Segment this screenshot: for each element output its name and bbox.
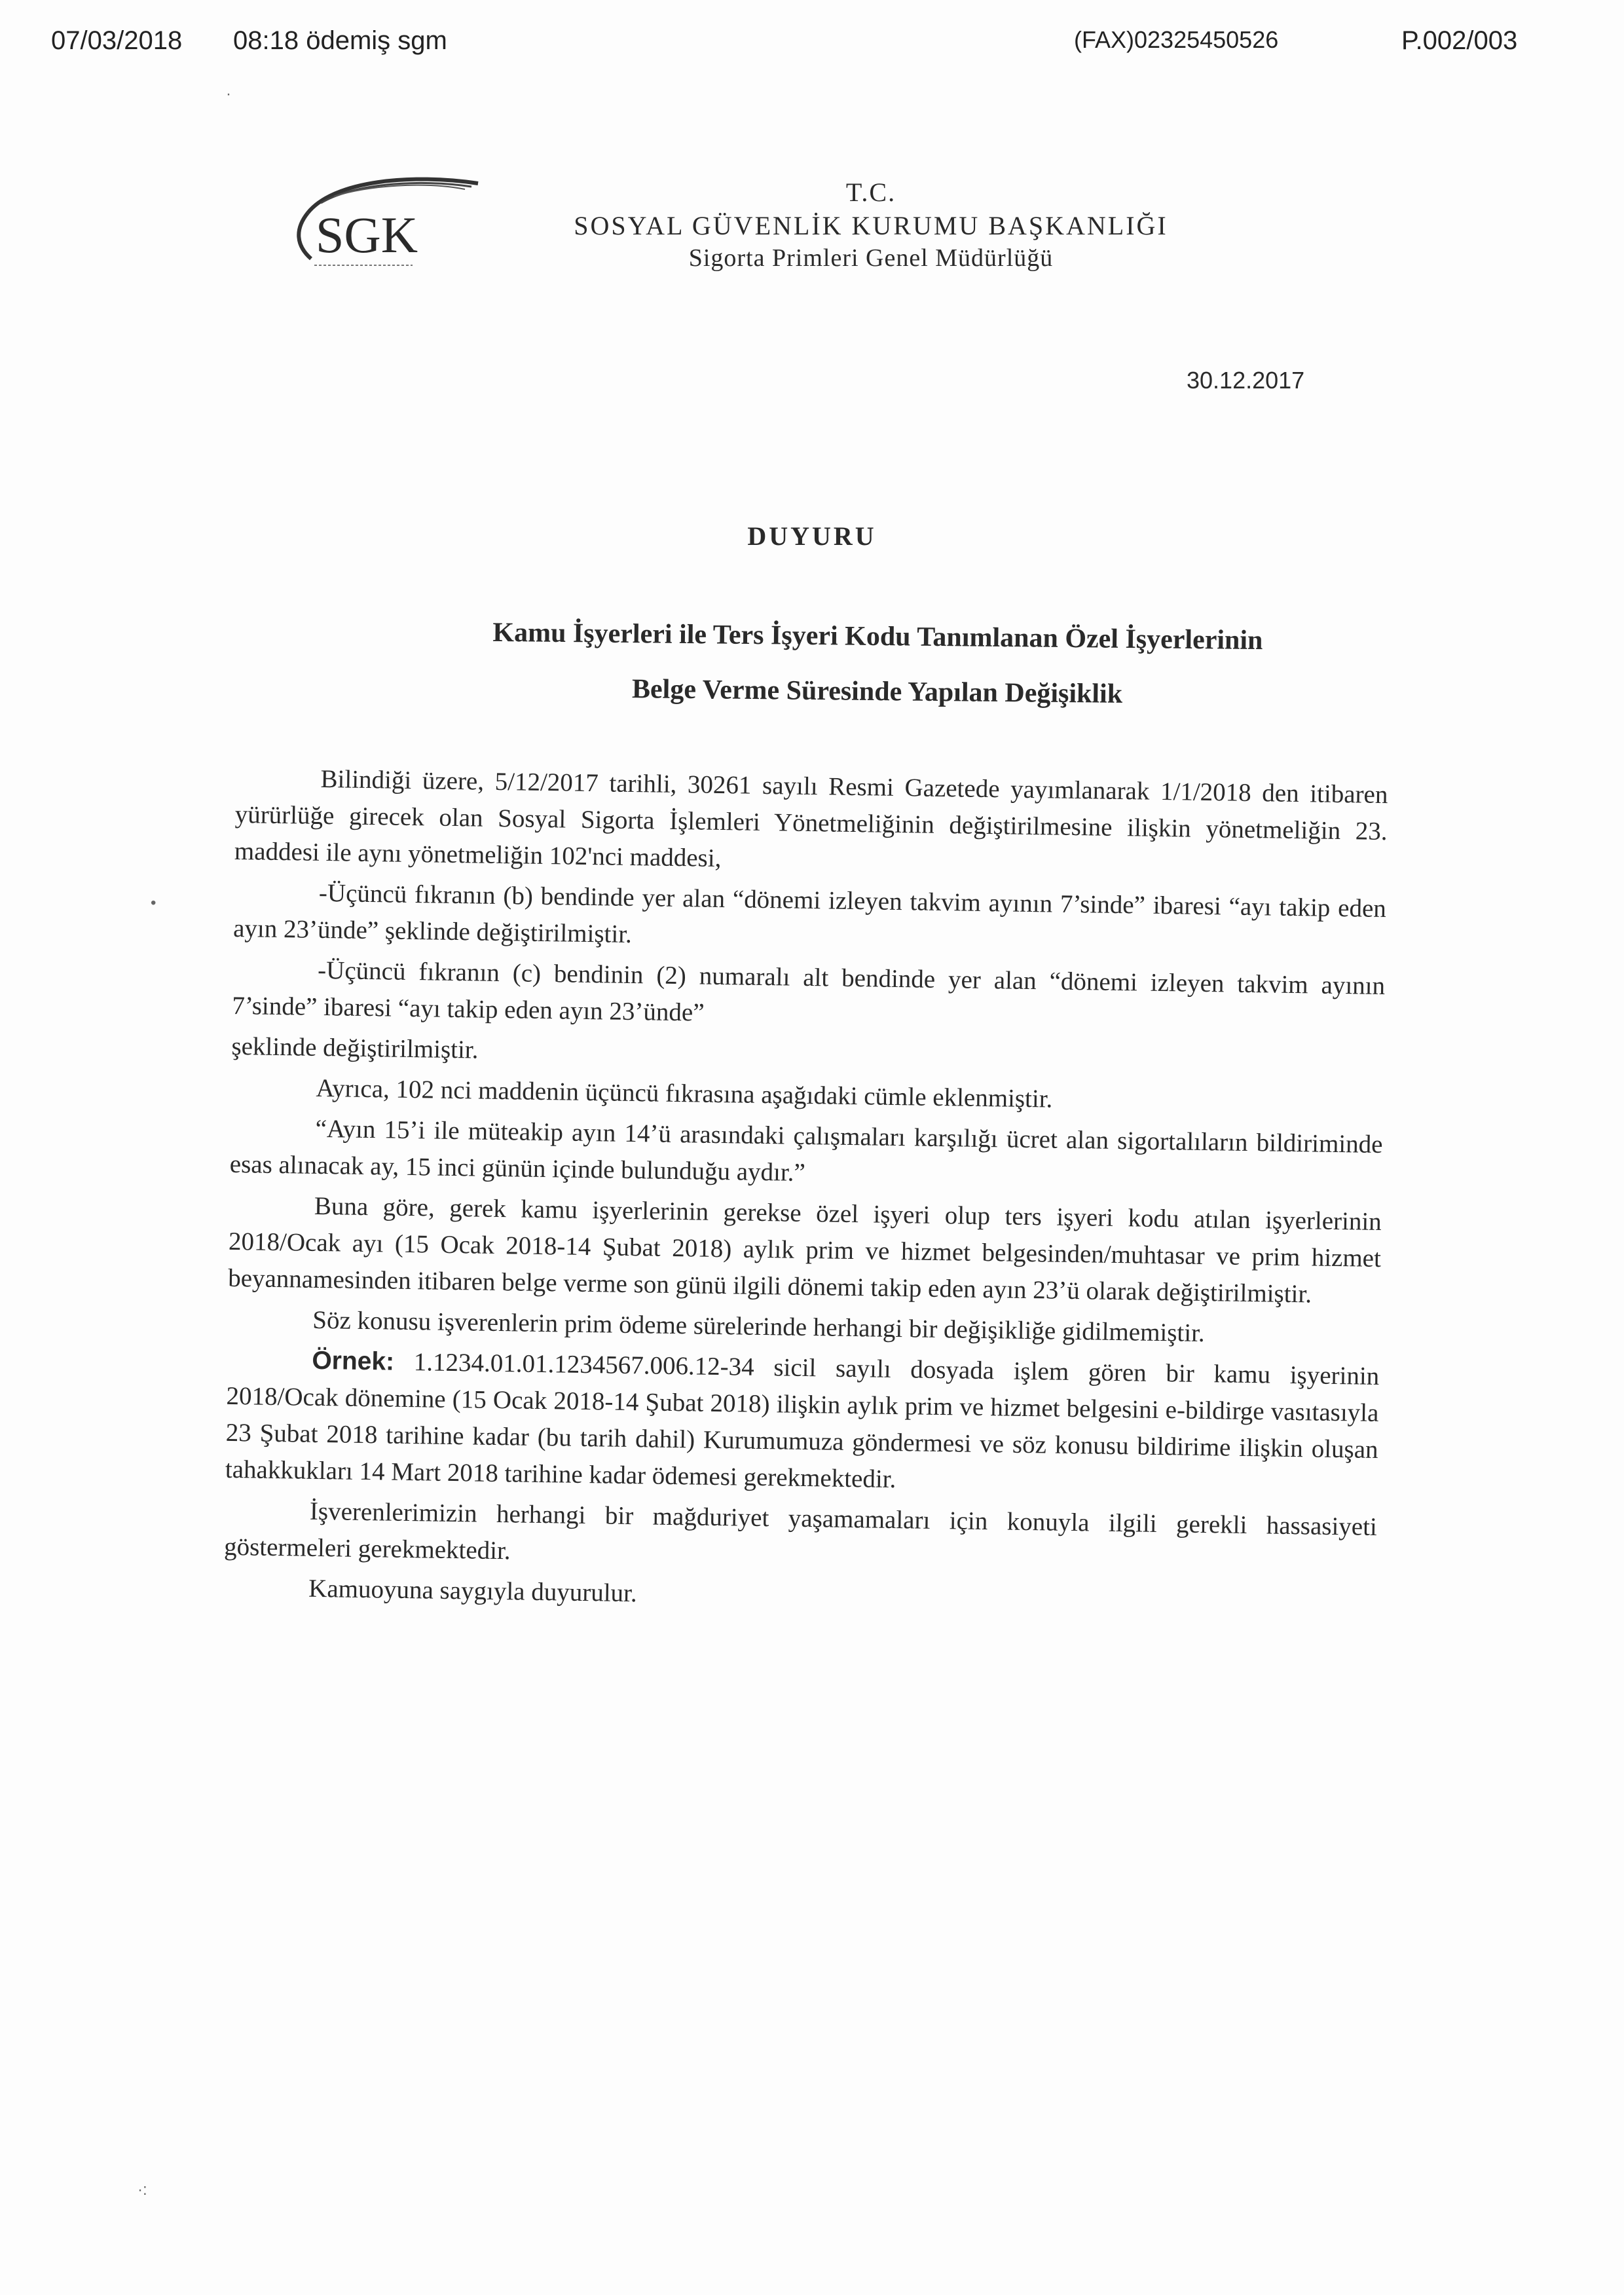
body-paragraph-9: İşverenlerimizin herhangi bir mağduriyet yaşamamaları için konuyla ilgili gerekli hassasiyeti göstermeleri gerekmektedir.: [223, 1497, 1378, 1565]
scan-speck: •: [151, 894, 157, 912]
body-paragraph-5: “Ayın 15’i ile müteakip ayın 14’ü arasındaki çalışmaları karşılığı ücret alan sigortalıların bildiriminde esas alınacak ay, 15 inci günün içinde bulunduğu aydır.”: [229, 1114, 1383, 1187]
example-label: Örnek:: [312, 1346, 395, 1376]
body-closing: Kamuoyuna saygıyla duyurulur.: [308, 1574, 638, 1608]
body-paragraph-6: Buna göre, gerek kamu işyerlerinin gerekse özel işyeri olup ters işyeri kodu atılan işyerlerinin 2018/Ocak ayı (15 Ocak 2018-14 Şubat 2018) aylık prim ve hizmet belgesinden/muhtasar ve prim hizmet beyannamesinden itibaren belge verme son günü ilgili dönemi takip eden ayın 23’ü olarak değiştirilmiştir.: [227, 1191, 1382, 1309]
institution-department: Sigorta Primleri Genel Müdürlüğü: [688, 244, 1054, 272]
sgk-logo-icon: [282, 167, 491, 272]
body-paragraph-2: -Üçüncü fıkranın (b) bendinde yer alan “dönemi izleyen takvim ayının 7’sinde” ibaresi “ayı takip eden ayın 23’ünde” şeklinde değiştirilmiştir.: [232, 878, 1387, 948]
body-paragraph-3-end: şeklinde değiştirilmiştir.: [231, 1032, 479, 1064]
scan-speck: ·:: [138, 2181, 147, 2199]
institution-country: T.C.: [845, 177, 896, 207]
body-paragraph-4: Ayrıca, 102 nci maddenin üçüncü fıkrasına aşağıdaki cümle eklenmiştir.: [316, 1073, 1053, 1113]
fax-time-sender: 08:18 ödemiş sgm: [233, 26, 447, 55]
body-paragraph-3: -Üçüncü fıkranın (c) bendinin (2) numaralı alt bendinde yer alan “dönemi izleyen takvim ayının 7’sinde” ibaresi “ayı takip eden ayın 23’ünde”: [232, 956, 1386, 1027]
document-title: DUYURU: [747, 521, 877, 551]
document-subject: [353, 604, 1402, 725]
logo-text: SGK: [316, 206, 418, 263]
fax-date: 07/03/2018: [51, 26, 183, 55]
document-body: [223, 760, 1388, 1627]
subject-line-2: Belge Verme Süresinde Yapılan Değişiklik: [631, 674, 1123, 709]
sgk-logo: [282, 167, 491, 272]
scan-speck: ·: [226, 85, 231, 103]
fax-page-number: P.002/003: [1401, 26, 1518, 55]
institution-block: [511, 177, 1231, 272]
example-text: 1.1234.01.01.1234567.006.12-34 sicil sayılı dosyada işlem gören bir kamu işyerinin 2018/Ocak dönemine (15 Ocak 2018-14 Şubat 2018) ilişkin aylık prim ve hizmet belgesini e-bildirge vasıtasıyla 23 Şubat 2018 tarihine kadar (bu tarih dahil) Kurumumuza göndermesi ve söz konusu bildirime ilişkin oluşan tahakkukları 14 Mart 2018 tarihine kadar ödemesi gerekmektedir.: [225, 1348, 1380, 1494]
subject-line-1: Kamu İşyerleri ile Ters İşyeri Kodu Tanımlanan Özel İşyerlerinin: [492, 617, 1263, 656]
body-paragraph-example: [225, 1341, 1380, 1505]
fax-header: [0, 26, 1624, 65]
document-date: 30.12.2017: [1187, 367, 1305, 394]
fax-number: (FAX)02325450526: [1074, 26, 1279, 53]
body-paragraph-1: Bilindiği üzere, 5/12/2017 tarihli, 30261 sayılı Resmi Gazetede yayımlanarak 1/1/2018 den itibaren yürürlüğe girecek olan Sosyal Sigorta İşlemleri Yönetmeliğinin değiştirilmesine ilişkin yönetmeliğin 23. maddesi ile aynı yönetmeliğin 102'nci maddesi,: [234, 764, 1388, 873]
body-paragraph-7: Söz konusu işverenlerin prim ödeme sürelerinde herhangi bir değişikliğe gidilmemiştir.: [312, 1305, 1206, 1348]
institution-name: SOSYAL GÜVENLİK KURUMU BAŞKANLIĞI: [574, 211, 1168, 240]
